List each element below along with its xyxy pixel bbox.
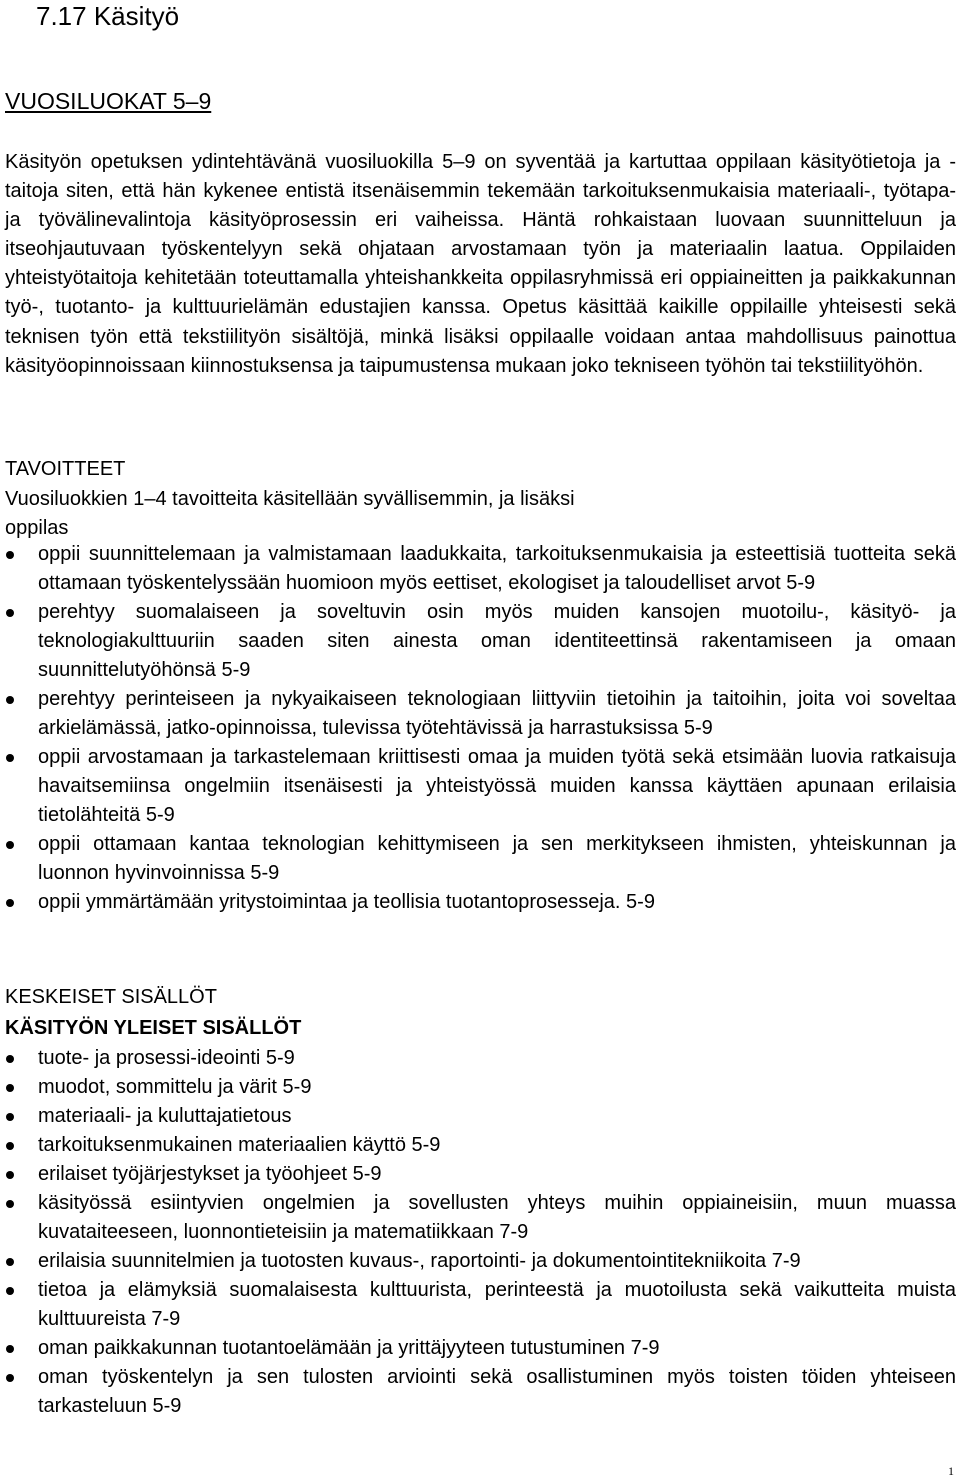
list-item-text: oppii ymmärtämään yritystoimintaa ja teollisia tuotantoprosesseja. 5-9 bbox=[38, 891, 655, 913]
bullet-icon bbox=[6, 1113, 14, 1121]
bullet-icon bbox=[6, 754, 14, 762]
list-item bbox=[0, 540, 956, 598]
list-item bbox=[0, 598, 956, 685]
sisallot-list bbox=[0, 1044, 960, 1421]
list-item bbox=[0, 1189, 956, 1247]
intro-paragraph: Käsityön opetuksen ydintehtävänä vuosiluokilla 5–9 on syventää ja kartuttaa oppilaan käsityötietoja ja -taitoja siten, että hän kykenee entistä itsenäisemmin tekemään tarkoituksenmukaisia materiaali-, työtapa- ja työvälinevalintoja käsityöprosessin eri vaiheissa. Häntä rohkaistaan luovaan suunnitteluun ja itseohjautuvaan työskentelyyn sekä ohjataan arvostamaan työn ja materiaalin laatua. Oppilaiden yhteistyötaitoja kehitetään toteuttamalla yhteishankkeita oppilasryhmissä eri oppiaineitten ja paikkakunnan työ-, tuotanto- ja kulttuurielämän edustajien kanssa. Opetus käsittää kaikille oppilaille yhteisesti sekä teknisen työn että tekstiilityön sisältöjä, minkä lisäksi oppilaalle voidaan antaa mahdollisuus painottua käsityöopinnoissaan kiinnostuksensa ja taipumustensa mukaan joko tekniseen työhön tai tekstiilityöhön. bbox=[5, 151, 956, 377]
tavoitteet-intro-line: oppilas bbox=[5, 517, 69, 539]
bullet-icon bbox=[6, 609, 14, 617]
list-item-text: oman paikkakunnan tuotantoelämään ja yrittäjyyteen tutustuminen 7-9 bbox=[38, 1337, 660, 1359]
list-item-text: tietoa ja elämyksiä suomalaisesta kulttuurista, perinteestä ja muotoilusta sekä vaikutteita muista kulttuureista 7-9 bbox=[38, 1279, 956, 1330]
list-item bbox=[0, 1160, 956, 1189]
list-item bbox=[0, 685, 956, 743]
tavoitteet-intro bbox=[5, 485, 905, 543]
list-item bbox=[0, 1276, 956, 1334]
list-item-text: oppii arvostamaan ja tarkastelemaan kriittisesti omaa ja muiden työtä sekä etsimään luovia ratkaisuja havaitsemiinsa ongelmiin itsenäisesti ja yhteistyössä muiden kanssa käyttäen apunaan erilaisia tietolähteitä 5-9 bbox=[38, 746, 956, 826]
list-item bbox=[0, 1363, 956, 1421]
tavoitteet-intro-line: Vuosiluokkien 1–4 tavoitteita käsitellään syvällisemmin, ja lisäksi bbox=[5, 488, 575, 510]
list-item-text: tuote- ja prosessi-ideointi 5-9 bbox=[38, 1047, 295, 1069]
list-item bbox=[0, 1131, 956, 1160]
bullet-icon bbox=[6, 696, 14, 704]
bullet-icon bbox=[6, 551, 14, 559]
list-item-text: perehtyy suomalaiseen ja soveltuvin osin myös muiden kansojen muotoilu-, käsityö- ja teknologiakulttuuriin saaden siten ainesta oman identiteettinsä rakentamiseen ja omaan suunnittelutyöhönsä 5-9 bbox=[38, 601, 956, 681]
list-item bbox=[0, 1102, 956, 1131]
bullet-icon bbox=[6, 1200, 14, 1208]
page-number: 1 bbox=[948, 1464, 954, 1478]
bullet-icon bbox=[6, 1142, 14, 1150]
list-item-text: oppii ottamaan kantaa teknologian kehittymiseen ja sen merkitykseen ihmisten, yhteiskunnan ja luonnon hyvinvoinnissa 5-9 bbox=[38, 833, 956, 884]
list-item bbox=[0, 830, 956, 888]
list-item bbox=[0, 888, 956, 917]
list-item bbox=[0, 743, 956, 830]
bullet-icon bbox=[6, 1287, 14, 1295]
list-item bbox=[0, 1334, 956, 1363]
bullet-icon bbox=[6, 1055, 14, 1063]
section-subtitle: VUOSILUOKAT 5–9 bbox=[5, 88, 212, 114]
bullet-icon bbox=[6, 899, 14, 907]
list-item-text: erilaiset työjärjestykset ja työohjeet 5-9 bbox=[38, 1163, 382, 1185]
list-item bbox=[0, 1247, 956, 1276]
tavoitteet-heading: TAVOITTEET bbox=[5, 458, 126, 480]
tavoitteet-list bbox=[0, 540, 960, 917]
sisallot-heading: KESKEISET SISÄLLÖT bbox=[5, 986, 217, 1008]
page-title: 7.17 Käsityö bbox=[36, 1, 180, 31]
list-item-text: perehtyy perinteiseen ja nykyaikaiseen teknologiaan liittyviin tietoihin ja taitoihin, joita voi soveltaa arkielämässä, jatko-opinnoissa, tulevissa työtehtävissä ja harrastuksissa 5-9 bbox=[38, 688, 956, 739]
bullet-icon bbox=[6, 1258, 14, 1266]
bullet-icon bbox=[6, 841, 14, 849]
list-item-text: oppii suunnittelemaan ja valmistamaan laadukkaita, tarkoituksenmukaisia ja esteettisiä tuotteita sekä ottamaan työskentelyssään huomioon myös eettiset, ekologiset ja taloudelliset arvot 5-9 bbox=[38, 543, 956, 594]
bullet-icon bbox=[6, 1374, 14, 1382]
list-item bbox=[0, 1044, 956, 1073]
list-item-text: muodot, sommittelu ja värit 5-9 bbox=[38, 1076, 312, 1098]
bullet-icon bbox=[6, 1345, 14, 1353]
list-item bbox=[0, 1073, 956, 1102]
list-item-text: materiaali- ja kuluttajatietous bbox=[38, 1105, 292, 1127]
bullet-icon bbox=[6, 1171, 14, 1179]
list-item-text: tarkoituksenmukainen materiaalien käyttö 5-9 bbox=[38, 1134, 441, 1156]
bullet-icon bbox=[6, 1084, 14, 1092]
list-item-text: käsityössä esiintyvien ongelmien ja sovellusten yhteys muihin oppiaineisiin, muun muassa kuvataiteeseen, luonnontieteisiin ja matematiikkaan 7-9 bbox=[38, 1192, 956, 1243]
sisallot-subheading: KÄSITYÖN YLEISET SISÄLLÖT bbox=[5, 1017, 302, 1039]
list-item-text: erilaisia suunnitelmien ja tuotosten kuvaus-, raportointi- ja dokumentointitekniikoita 7-9 bbox=[38, 1250, 801, 1272]
list-item-text: oman työskentelyn ja sen tulosten arviointi sekä osallistuminen myös toisten töiden yhteiseen tarkasteluun 5-9 bbox=[38, 1366, 956, 1417]
